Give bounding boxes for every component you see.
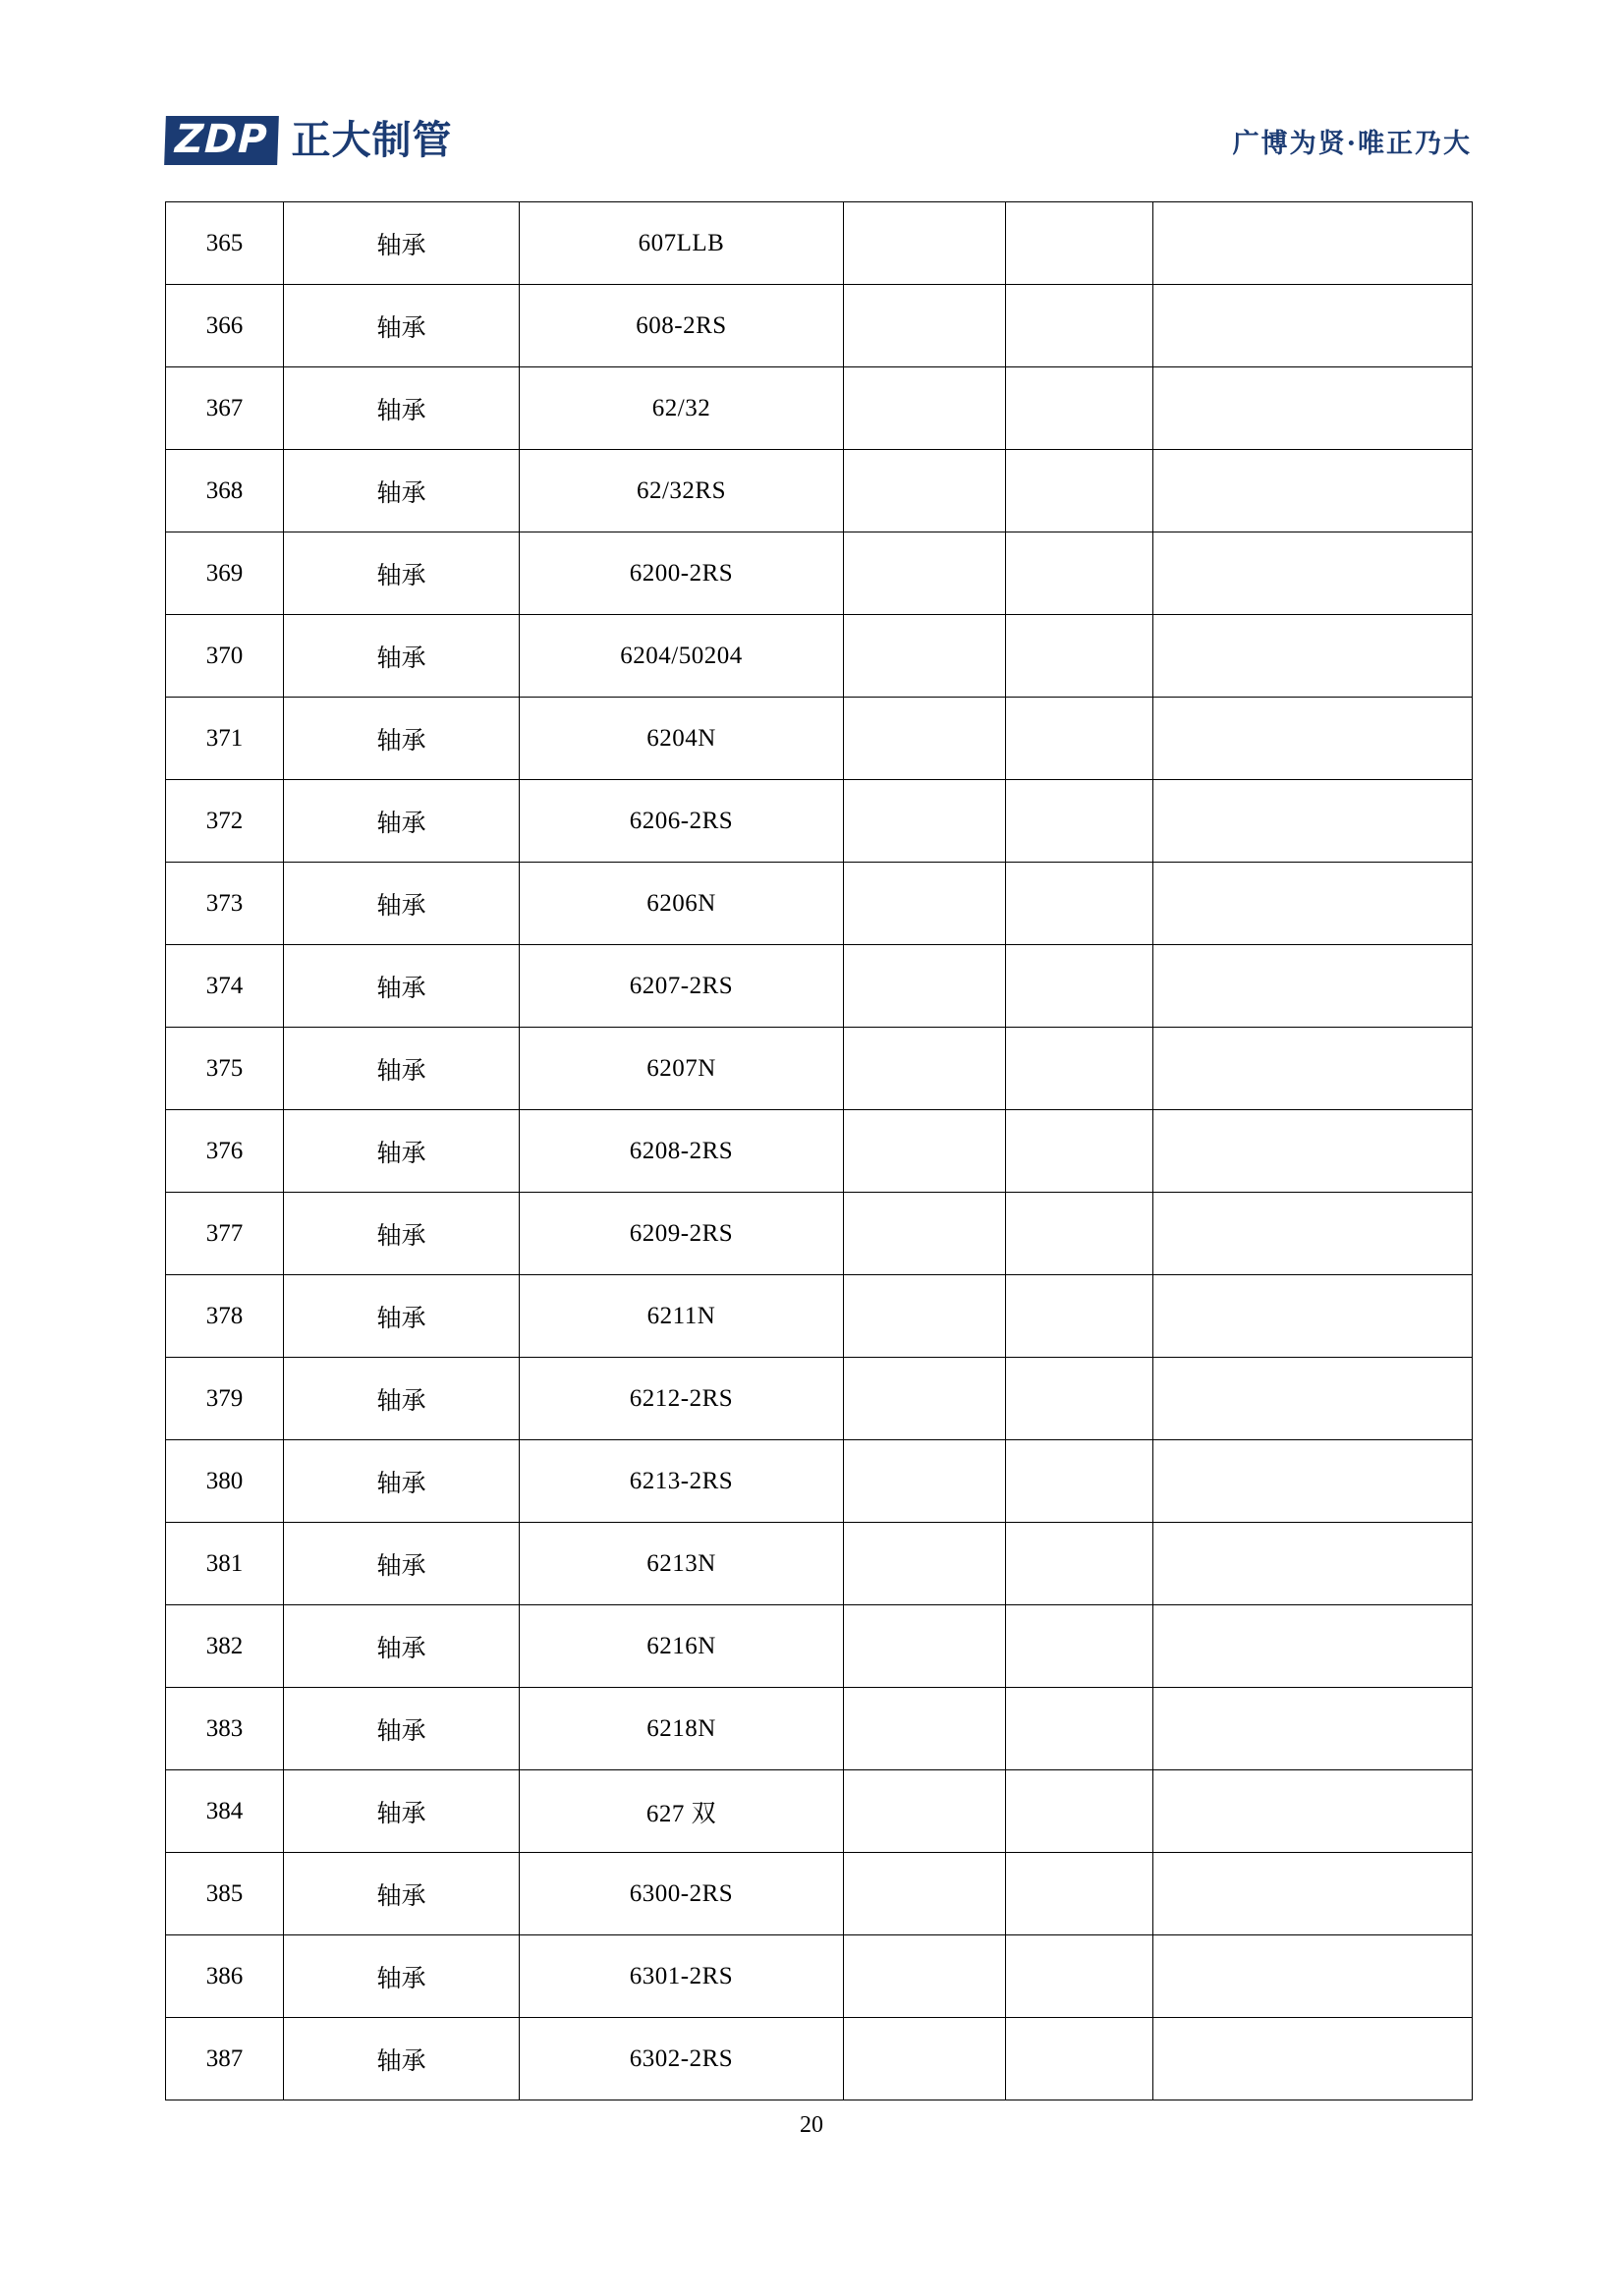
cell-index: 365 bbox=[166, 202, 284, 285]
table-row bbox=[166, 863, 1473, 945]
cell-remark bbox=[1153, 1523, 1473, 1605]
catalog-table bbox=[165, 201, 1473, 2100]
cell-model: 607LLB bbox=[520, 202, 844, 285]
table-row bbox=[166, 450, 1473, 532]
cell-qty bbox=[1006, 285, 1153, 367]
cell-remark bbox=[1153, 1110, 1473, 1193]
cell-remark bbox=[1153, 202, 1473, 285]
logo-mark-zdp: ZDP bbox=[164, 116, 278, 165]
cell-unit bbox=[844, 1688, 1006, 1770]
cell-unit bbox=[844, 863, 1006, 945]
cell-category: 轴承 bbox=[284, 202, 520, 285]
cell-unit bbox=[844, 1605, 1006, 1688]
cell-unit bbox=[844, 2018, 1006, 2100]
cell-category: 轴承 bbox=[284, 1358, 520, 1440]
cell-index: 373 bbox=[166, 863, 284, 945]
cell-remark bbox=[1153, 863, 1473, 945]
cell-category: 轴承 bbox=[284, 532, 520, 615]
cell-index: 376 bbox=[166, 1110, 284, 1193]
cell-unit bbox=[844, 1935, 1006, 2018]
cell-qty bbox=[1006, 1853, 1153, 1935]
cell-index: 369 bbox=[166, 532, 284, 615]
cell-unit bbox=[844, 1358, 1006, 1440]
cell-category: 轴承 bbox=[284, 698, 520, 780]
cell-qty bbox=[1006, 1770, 1153, 1853]
cell-category: 轴承 bbox=[284, 780, 520, 863]
cell-category: 轴承 bbox=[284, 1770, 520, 1853]
cell-category: 轴承 bbox=[284, 1523, 520, 1605]
cell-unit bbox=[844, 1853, 1006, 1935]
cell-unit bbox=[844, 450, 1006, 532]
cell-remark bbox=[1153, 698, 1473, 780]
cell-remark bbox=[1153, 1193, 1473, 1275]
cell-category: 轴承 bbox=[284, 1110, 520, 1193]
cell-model: 6213-2RS bbox=[520, 1440, 844, 1523]
cell-model: 6300-2RS bbox=[520, 1853, 844, 1935]
cell-index: 372 bbox=[166, 780, 284, 863]
cell-model: 62/32RS bbox=[520, 450, 844, 532]
cell-category: 轴承 bbox=[284, 1275, 520, 1358]
cell-model: 6211N bbox=[520, 1275, 844, 1358]
cell-index: 377 bbox=[166, 1193, 284, 1275]
cell-category: 轴承 bbox=[284, 1028, 520, 1110]
cell-qty bbox=[1006, 1935, 1153, 2018]
table-row bbox=[166, 367, 1473, 450]
cell-unit bbox=[844, 1770, 1006, 1853]
cell-qty bbox=[1006, 1605, 1153, 1688]
cell-remark bbox=[1153, 780, 1473, 863]
company-logo bbox=[165, 110, 453, 171]
cell-index: 380 bbox=[166, 1440, 284, 1523]
table-row bbox=[166, 1110, 1473, 1193]
cell-index: 370 bbox=[166, 615, 284, 698]
cell-model: 6212-2RS bbox=[520, 1358, 844, 1440]
cell-qty bbox=[1006, 1110, 1153, 1193]
cell-category: 轴承 bbox=[284, 1853, 520, 1935]
cell-model: 6209-2RS bbox=[520, 1193, 844, 1275]
cell-index: 384 bbox=[166, 1770, 284, 1853]
cell-unit bbox=[844, 780, 1006, 863]
cell-qty bbox=[1006, 1358, 1153, 1440]
table-row bbox=[166, 532, 1473, 615]
cell-model: 6301-2RS bbox=[520, 1935, 844, 2018]
cell-remark bbox=[1153, 1605, 1473, 1688]
cell-model: 6218N bbox=[520, 1688, 844, 1770]
cell-remark bbox=[1153, 285, 1473, 367]
cell-qty bbox=[1006, 1028, 1153, 1110]
cell-unit bbox=[844, 202, 1006, 285]
table-row bbox=[166, 780, 1473, 863]
cell-unit bbox=[844, 698, 1006, 780]
cell-model: 6200-2RS bbox=[520, 532, 844, 615]
cell-qty bbox=[1006, 863, 1153, 945]
catalog-table-wrapper bbox=[165, 201, 1472, 2100]
cell-model: 627 双 bbox=[520, 1770, 844, 1853]
cell-index: 375 bbox=[166, 1028, 284, 1110]
page-footer bbox=[0, 2112, 1623, 2139]
table-row bbox=[166, 1605, 1473, 1688]
cell-category: 轴承 bbox=[284, 367, 520, 450]
cell-model: 6206-2RS bbox=[520, 780, 844, 863]
cell-index: 379 bbox=[166, 1358, 284, 1440]
cell-remark bbox=[1153, 1028, 1473, 1110]
cell-category: 轴承 bbox=[284, 863, 520, 945]
cell-remark bbox=[1153, 1853, 1473, 1935]
cell-unit bbox=[844, 1275, 1006, 1358]
cell-index: 387 bbox=[166, 2018, 284, 2100]
table-row bbox=[166, 698, 1473, 780]
cell-model: 6208-2RS bbox=[520, 1110, 844, 1193]
cell-index: 374 bbox=[166, 945, 284, 1028]
cell-remark bbox=[1153, 1935, 1473, 2018]
cell-remark bbox=[1153, 1275, 1473, 1358]
cell-qty bbox=[1006, 1275, 1153, 1358]
cell-qty bbox=[1006, 615, 1153, 698]
cell-remark bbox=[1153, 1440, 1473, 1523]
cell-qty bbox=[1006, 202, 1153, 285]
cell-model: 6206N bbox=[520, 863, 844, 945]
cell-unit bbox=[844, 615, 1006, 698]
table-row bbox=[166, 1440, 1473, 1523]
cell-model: 6216N bbox=[520, 1605, 844, 1688]
table-row bbox=[166, 1770, 1473, 1853]
table-row bbox=[166, 1358, 1473, 1440]
table-row bbox=[166, 1935, 1473, 2018]
page-number: 20 bbox=[800, 2112, 823, 2138]
cell-model: 6204/50204 bbox=[520, 615, 844, 698]
cell-qty bbox=[1006, 2018, 1153, 2100]
cell-index: 367 bbox=[166, 367, 284, 450]
cell-unit bbox=[844, 1523, 1006, 1605]
cell-remark bbox=[1153, 367, 1473, 450]
cell-remark bbox=[1153, 1688, 1473, 1770]
cell-model: 6207-2RS bbox=[520, 945, 844, 1028]
cell-category: 轴承 bbox=[284, 2018, 520, 2100]
cell-category: 轴承 bbox=[284, 450, 520, 532]
cell-unit bbox=[844, 945, 1006, 1028]
cell-index: 382 bbox=[166, 1605, 284, 1688]
cell-unit bbox=[844, 1440, 1006, 1523]
table-row bbox=[166, 1193, 1473, 1275]
cell-category: 轴承 bbox=[284, 1605, 520, 1688]
cell-qty bbox=[1006, 1523, 1153, 1605]
cell-index: 368 bbox=[166, 450, 284, 532]
cell-remark bbox=[1153, 532, 1473, 615]
cell-category: 轴承 bbox=[284, 285, 520, 367]
cell-remark bbox=[1153, 615, 1473, 698]
cell-category: 轴承 bbox=[284, 1193, 520, 1275]
table-row bbox=[166, 1275, 1473, 1358]
cell-unit bbox=[844, 1110, 1006, 1193]
cell-qty bbox=[1006, 1193, 1153, 1275]
cell-category: 轴承 bbox=[284, 1688, 520, 1770]
cell-qty bbox=[1006, 1688, 1153, 1770]
table-row bbox=[166, 1688, 1473, 1770]
table-row bbox=[166, 1028, 1473, 1110]
cell-qty bbox=[1006, 698, 1153, 780]
cell-remark bbox=[1153, 1770, 1473, 1853]
table-row bbox=[166, 615, 1473, 698]
cell-remark bbox=[1153, 945, 1473, 1028]
cell-model: 6204N bbox=[520, 698, 844, 780]
company-slogan: 广博为贤·唯正乃大 bbox=[1232, 129, 1472, 159]
cell-category: 轴承 bbox=[284, 945, 520, 1028]
cell-category: 轴承 bbox=[284, 615, 520, 698]
cell-index: 386 bbox=[166, 1935, 284, 2018]
cell-unit bbox=[844, 285, 1006, 367]
cell-qty bbox=[1006, 945, 1153, 1028]
cell-model: 608-2RS bbox=[520, 285, 844, 367]
table-row bbox=[166, 1523, 1473, 1605]
cell-model: 6207N bbox=[520, 1028, 844, 1110]
cell-model: 6302-2RS bbox=[520, 2018, 844, 2100]
cell-index: 385 bbox=[166, 1853, 284, 1935]
cell-remark bbox=[1153, 1358, 1473, 1440]
cell-index: 371 bbox=[166, 698, 284, 780]
cell-unit bbox=[844, 367, 1006, 450]
table-row bbox=[166, 202, 1473, 285]
cell-category: 轴承 bbox=[284, 1440, 520, 1523]
table-row bbox=[166, 1853, 1473, 1935]
logo-company-name: 正大制管 bbox=[291, 118, 453, 163]
cell-index: 378 bbox=[166, 1275, 284, 1358]
cell-unit bbox=[844, 1193, 1006, 1275]
cell-index: 366 bbox=[166, 285, 284, 367]
cell-qty bbox=[1006, 780, 1153, 863]
table-row bbox=[166, 945, 1473, 1028]
cell-qty bbox=[1006, 532, 1153, 615]
cell-category: 轴承 bbox=[284, 1935, 520, 2018]
page-header bbox=[165, 110, 1472, 179]
cell-unit bbox=[844, 532, 1006, 615]
cell-remark bbox=[1153, 450, 1473, 532]
cell-remark bbox=[1153, 2018, 1473, 2100]
table-row bbox=[166, 2018, 1473, 2100]
cell-qty bbox=[1006, 1440, 1153, 1523]
cell-qty bbox=[1006, 367, 1153, 450]
cell-index: 381 bbox=[166, 1523, 284, 1605]
cell-model: 62/32 bbox=[520, 367, 844, 450]
cell-qty bbox=[1006, 450, 1153, 532]
cell-unit bbox=[844, 1028, 1006, 1110]
catalog-table-body bbox=[166, 202, 1473, 2100]
cell-model: 6213N bbox=[520, 1523, 844, 1605]
cell-index: 383 bbox=[166, 1688, 284, 1770]
table-row bbox=[166, 285, 1473, 367]
